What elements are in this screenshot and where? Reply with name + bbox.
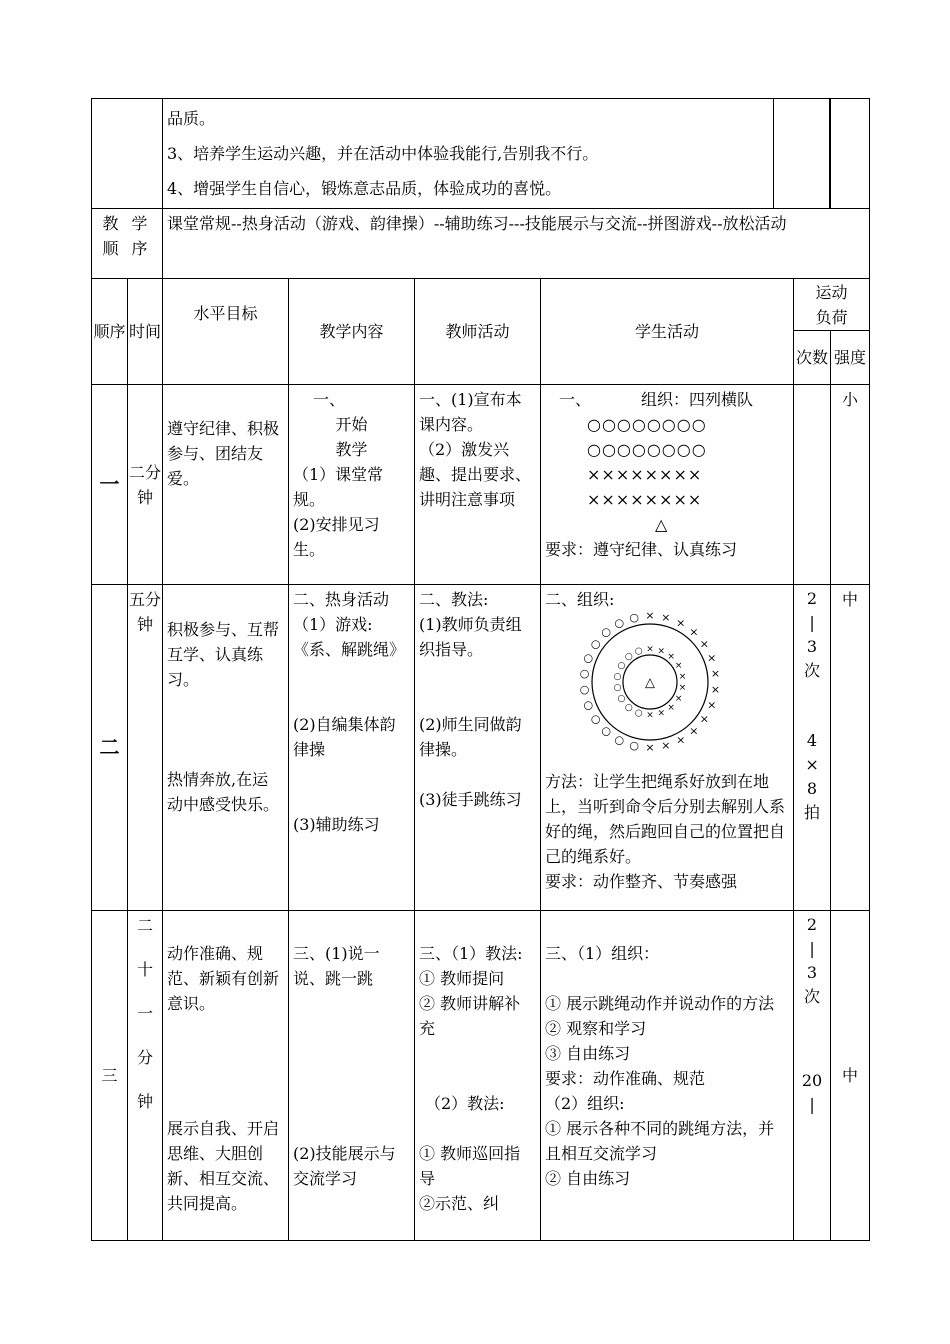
circle-student-mark: ○ (601, 724, 612, 738)
teacher-line: (2)师生同做韵律操。 (419, 715, 522, 759)
content-line: 一、 (313, 390, 346, 409)
row-intensity: 小 (831, 385, 870, 585)
student-line: 三、（1）组织： (545, 944, 660, 963)
student-line: 要求：动作准确、规范 (545, 1069, 706, 1088)
row-teacher (415, 911, 541, 1241)
circle-student-mark: ○ (583, 651, 594, 665)
cross-student-mark: × (645, 741, 655, 754)
goal-line: 4、增强学生自信心，锻炼意志品质，体验成功的喜悦。 (167, 179, 562, 198)
row-content (289, 911, 415, 1241)
goal-part: 热情奔放,在运动中感受快乐。 (167, 770, 280, 814)
teacher-line: ① 教师提问 (419, 969, 505, 988)
header-content: 教学内容 (289, 279, 415, 385)
content-line: （1）游戏:《系、解跳绳》 (293, 615, 406, 659)
row-count: 2 | 3 次 4 × 8 拍 (794, 585, 831, 911)
goal-line: 3、培养学生运动兴趣，并在活动中体验我能行,告别我不行。 (167, 144, 599, 163)
goals-right-cell (831, 99, 870, 209)
content-line: 教学 (335, 440, 368, 459)
cross-student-mark: × (707, 698, 717, 712)
time-text: 五分钟 (128, 590, 161, 634)
circle-student-mark: ○ (617, 694, 626, 704)
row-seq: 二 (92, 585, 128, 911)
time-char: 分 (136, 1048, 153, 1067)
circle-student-mark: ○ (579, 683, 590, 696)
content-line: (2)安排见习生。 (293, 515, 380, 559)
student-req: 要求：遵守纪律、认真练习 (545, 540, 738, 559)
row-goal (163, 585, 289, 911)
cross-student-mark: × (676, 733, 686, 747)
row-content (289, 585, 415, 911)
content-line: (2)自编集体韵律操 (293, 715, 396, 759)
teacher-mark: △ (655, 515, 668, 534)
row-intensity: 中 (831, 585, 870, 911)
cross-student-mark: × (657, 646, 666, 657)
teacher-line: ②示范、纠 (419, 1194, 500, 1213)
header-teacher: 教师活动 (415, 279, 541, 385)
content-line: (3)辅助练习 (293, 815, 380, 834)
cross-student-mark: × (646, 710, 654, 721)
content-line: (2)技能展示与交流学习 (293, 1144, 396, 1188)
row-seq: 三 (92, 911, 128, 1241)
cross-student-mark: × (678, 683, 687, 694)
row-goal: 遵守纪律、积极参与、团结友爱。 (163, 385, 289, 585)
teacher-line: 二、教法: (419, 590, 489, 609)
goals-text (163, 99, 774, 208)
cross-student-mark: × (689, 724, 699, 738)
goals-blank-cell (774, 99, 830, 208)
time-char: 一 (136, 1004, 153, 1023)
goal-line: 品质。 (167, 109, 216, 128)
order-row (92, 209, 870, 279)
header-count: 次数 (794, 331, 831, 385)
student-line: ① 展示各种不同的跳绳方法，并且相互交流学习 (545, 1119, 775, 1163)
teacher-line: ① 教师巡回指导 (419, 1144, 521, 1188)
content-line: 开始 (335, 415, 368, 434)
formation-row: ×××××××× (587, 465, 703, 484)
teacher-line: (1)教师负责组织指导。 (419, 615, 522, 659)
circle-student-mark: ○ (613, 683, 622, 694)
header-load: 运动负荷 (794, 279, 870, 331)
goals-row-label-cell (92, 99, 163, 209)
goal-part: 积极参与、互帮互学、认真练习。 (167, 620, 280, 689)
time-char: 十 (136, 960, 153, 979)
cross-student-mark: × (646, 644, 654, 655)
goals-cell (163, 99, 831, 209)
row-count (794, 385, 831, 585)
content-line: 三、(1)说一说、跳一跳 (293, 944, 380, 988)
teacher-line: 一、(1)宣布本课内容。 (419, 390, 522, 434)
time-char: 二 (136, 916, 153, 935)
cross-student-mark: × (678, 671, 687, 682)
cross-student-mark: × (661, 612, 671, 624)
row-student (541, 585, 794, 911)
header-intensity: 强度 (831, 331, 870, 385)
circle-student-mark: ○ (614, 733, 625, 747)
cross-student-mark: × (674, 661, 683, 671)
content-line: 二、热身活动 (293, 590, 390, 609)
circle-student-mark: ○ (613, 671, 622, 682)
goals-row (92, 99, 870, 209)
circle-student-mark: ○ (624, 702, 633, 713)
row-content (289, 385, 415, 585)
row-time (128, 585, 163, 911)
student-line: ② 观察和学习 (545, 1019, 647, 1038)
row-seq: 一 (92, 385, 128, 585)
header-goal: 水平目标 (163, 279, 289, 385)
circle-student-mark: ○ (583, 698, 594, 712)
circle-formation-diagram (545, 612, 789, 762)
goal-part: 动作准确、规范、新颖有创新意识。 (167, 944, 280, 1013)
circle-student-mark: ○ (590, 712, 601, 726)
circle-student-mark: ○ (624, 652, 633, 663)
teacher-line: (3)徒手跳练习 (419, 790, 522, 809)
row-time (128, 911, 163, 1241)
row-teacher (415, 585, 541, 911)
cross-student-mark: × (674, 694, 683, 704)
circle-student-mark: ○ (634, 646, 643, 657)
row-student (541, 911, 794, 1241)
teacher-line: （2）激发兴趣、提出要求、讲明注意事项 (419, 440, 532, 509)
header-student: 学生活动 (541, 279, 794, 385)
formation-row: ○○○○○○○○ (587, 440, 707, 459)
circle-student-mark: ○ (601, 625, 612, 639)
header-seq: 顺序 (92, 279, 128, 385)
cross-student-mark: × (699, 712, 709, 726)
table-row (92, 385, 870, 585)
formation-row: ○○○○○○○○ (587, 415, 707, 434)
student-line: （2）组织: (545, 1094, 625, 1113)
row-student (541, 385, 794, 585)
header-row (92, 279, 870, 331)
circle-student-mark: ○ (634, 708, 643, 719)
cross-student-mark: × (657, 708, 666, 719)
teacher-line: （2）教法: (425, 1094, 505, 1113)
student-head: 一、 (559, 390, 592, 409)
cross-student-mark: × (710, 667, 721, 680)
student-line: ① 展示跳绳动作并说动作的方法 (545, 994, 775, 1013)
cross-student-mark: × (689, 625, 699, 639)
student-req: 要求：动作整齐、节奏感强 (545, 872, 738, 891)
student-line: ② 自由练习 (545, 1169, 631, 1188)
cross-student-mark: × (645, 612, 655, 622)
circle-student-mark: ○ (629, 739, 640, 753)
order-label: 教 学 顺 序 (92, 209, 163, 279)
cross-student-mark: × (699, 637, 709, 651)
order-content: 课堂常规--热身活动（游戏、韵律操）--辅助练习---技能展示与交流--拼图游戏--放松活动 (163, 209, 870, 279)
goal-part: 展示自我、开启思维、大胆创新、相互交流、共同提高。 (167, 1119, 280, 1213)
teacher-line: 三、（1）教法: (419, 944, 523, 963)
row-intensity: 中 (831, 911, 870, 1241)
center-triangle: △ (645, 675, 655, 691)
circle-student-mark: ○ (617, 661, 626, 671)
row-teacher (415, 385, 541, 585)
student-head: 二、组织: (545, 590, 615, 609)
teacher-line: ② 教师讲解补充 (419, 994, 521, 1038)
student-method: 方法：让学生把绳系好放到在地上，当听到命令后分别去解别人系好的绳，然后跑回自己的位置把自己的绳系好。 (545, 772, 786, 866)
cross-student-mark: × (667, 702, 675, 713)
formation-row: ×××××××× (587, 490, 703, 509)
row-time: 二分钟 (128, 385, 163, 585)
row-count: 2 | 3 次 20 | (794, 911, 831, 1241)
student-line: ③ 自由练习 (545, 1044, 631, 1063)
cross-student-mark: × (676, 616, 686, 630)
circle-student-mark: ○ (590, 637, 601, 651)
cross-student-mark: × (710, 683, 721, 696)
lesson-plan-page (91, 98, 869, 1241)
time-text (128, 913, 162, 1133)
circle-student-mark: ○ (629, 612, 640, 624)
formation-org: 组织：四列横队 (641, 390, 754, 409)
table-row (92, 911, 870, 1241)
header-time: 时间 (128, 279, 163, 385)
circle-student-mark: ○ (579, 667, 590, 680)
time-char: 钟 (136, 1092, 153, 1111)
content-line: （1）课堂常规。 (293, 465, 384, 509)
cross-student-mark: × (707, 651, 717, 665)
row-goal (163, 911, 289, 1241)
lesson-plan-table (91, 98, 870, 1241)
cross-student-mark: × (661, 739, 671, 753)
circle-student-mark: ○ (614, 616, 625, 630)
table-row (92, 585, 870, 911)
cross-student-mark: × (667, 652, 675, 663)
